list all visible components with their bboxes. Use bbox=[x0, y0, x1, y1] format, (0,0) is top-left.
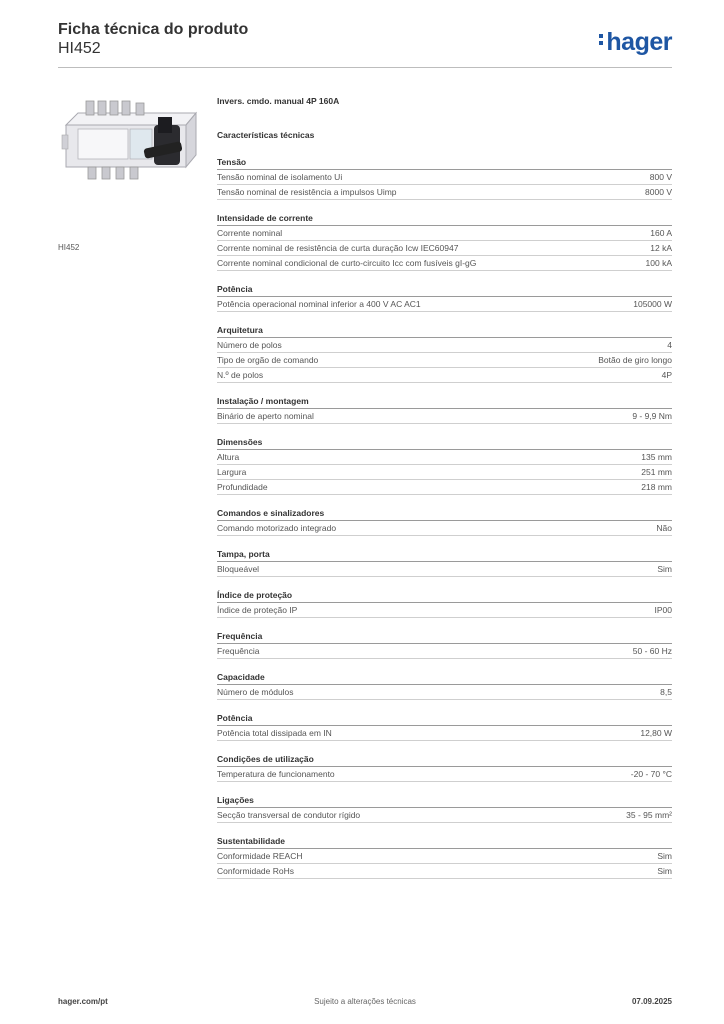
spec-section bbox=[217, 794, 672, 823]
spec-section bbox=[217, 436, 672, 495]
section-heading: Capacidade bbox=[217, 671, 672, 685]
spec-section bbox=[217, 395, 672, 424]
spec-value: Sim bbox=[657, 866, 672, 876]
spec-row bbox=[217, 726, 672, 741]
spec-section bbox=[217, 835, 672, 879]
spec-label: Tensão nominal de isolamento Ui bbox=[217, 172, 343, 182]
spec-label: Número de módulos bbox=[217, 687, 294, 697]
spec-row bbox=[217, 409, 672, 424]
spec-label: Temperatura de funcionamento bbox=[217, 769, 335, 779]
section-heading: Arquitetura bbox=[217, 324, 672, 338]
spec-label: N.º de polos bbox=[217, 370, 264, 380]
product-image bbox=[58, 95, 202, 239]
header-divider bbox=[58, 67, 672, 68]
spec-value: -20 - 70 °C bbox=[630, 769, 672, 779]
spec-value: 50 - 60 Hz bbox=[632, 646, 672, 656]
spec-section bbox=[217, 671, 672, 700]
spec-value: Sim bbox=[657, 564, 672, 574]
spec-label: Secção transversal de condutor rígido bbox=[217, 810, 361, 820]
spec-label: Potência operacional nominal inferior a 400 V AC AC1 bbox=[217, 299, 421, 309]
spec-row bbox=[217, 226, 672, 241]
section-heading: Sustentabilidade bbox=[217, 835, 672, 849]
specs-title: Características técnicas bbox=[217, 130, 315, 140]
section-heading: Instalação / montagem bbox=[217, 395, 672, 409]
spec-value: 251 mm bbox=[641, 467, 672, 477]
spec-value: 35 - 95 mm² bbox=[626, 810, 672, 820]
spec-label: Tipo de orgão de comando bbox=[217, 355, 319, 365]
spec-label: Frequência bbox=[217, 646, 260, 656]
spec-row bbox=[217, 353, 672, 368]
spec-section bbox=[217, 283, 672, 312]
spec-row bbox=[217, 480, 672, 495]
spec-value: 12,80 W bbox=[640, 728, 672, 738]
product-name: Invers. cmdo. manual 4P 160A bbox=[217, 96, 340, 106]
spec-value: 135 mm bbox=[641, 452, 672, 462]
spec-value: 105000 W bbox=[633, 299, 672, 309]
spec-value: 100 kA bbox=[645, 258, 672, 268]
spec-section bbox=[217, 507, 672, 536]
spec-sections bbox=[217, 156, 672, 879]
spec-row bbox=[217, 808, 672, 823]
spec-row bbox=[217, 241, 672, 256]
footer-date: 07.09.2025 bbox=[631, 997, 672, 1006]
page-header bbox=[58, 20, 672, 58]
footer-url[interactable]: hager.com/pt bbox=[58, 997, 108, 1006]
logo-dots-icon bbox=[599, 31, 605, 48]
spec-value: 9 - 9,9 Nm bbox=[632, 411, 672, 421]
spec-label: Número de polos bbox=[217, 340, 282, 350]
spec-label: Potência total dissipada em IN bbox=[217, 728, 332, 738]
section-heading: Tampa, porta bbox=[217, 548, 672, 562]
section-heading: Tensão bbox=[217, 156, 672, 170]
hager-logo: hager bbox=[599, 28, 672, 56]
spec-section bbox=[217, 324, 672, 383]
image-caption: HI452 bbox=[58, 243, 80, 252]
spec-row bbox=[217, 450, 672, 465]
spec-label: Corrente nominal bbox=[217, 228, 283, 238]
spec-value: Sim bbox=[657, 851, 672, 861]
spec-row bbox=[217, 297, 672, 312]
section-heading: Índice de proteção bbox=[217, 589, 672, 603]
spec-section bbox=[217, 589, 672, 618]
spec-label: Conformidade REACH bbox=[217, 851, 303, 861]
section-heading: Comandos e sinalizadores bbox=[217, 507, 672, 521]
spec-label: Conformidade RoHs bbox=[217, 866, 295, 876]
section-heading: Condições de utilização bbox=[217, 753, 672, 767]
section-heading: Potência bbox=[217, 283, 672, 297]
spec-value: 8,5 bbox=[660, 687, 672, 697]
spec-content bbox=[217, 95, 672, 879]
section-heading: Ligações bbox=[217, 794, 672, 808]
spec-row bbox=[217, 864, 672, 879]
spec-label: Largura bbox=[217, 467, 247, 477]
section-heading: Potência bbox=[217, 712, 672, 726]
spec-label: Corrente nominal condicional de curto-circuito Icc com fusíveis gI-gG bbox=[217, 258, 477, 268]
spec-row bbox=[217, 562, 672, 577]
spec-label: Binário de aperto nominal bbox=[217, 411, 314, 421]
spec-section bbox=[217, 712, 672, 741]
spec-value: Não bbox=[656, 523, 672, 533]
spec-section bbox=[217, 753, 672, 782]
footer-note: Sujeito a alterações técnicas bbox=[314, 997, 416, 1006]
spec-row bbox=[217, 521, 672, 536]
spec-label: Profundidade bbox=[217, 482, 268, 492]
spec-value: 12 kA bbox=[650, 243, 672, 253]
spec-value: 800 V bbox=[649, 172, 672, 182]
section-heading: Frequência bbox=[217, 630, 672, 644]
spec-label: Comando motorizado integrado bbox=[217, 523, 337, 533]
spec-row bbox=[217, 849, 672, 864]
spec-row bbox=[217, 767, 672, 782]
spec-row bbox=[217, 170, 672, 185]
spec-label: Altura bbox=[217, 452, 240, 462]
page-title: Ficha técnica do produto bbox=[58, 21, 249, 38]
spec-row bbox=[217, 603, 672, 618]
spec-row bbox=[217, 644, 672, 659]
spec-row bbox=[217, 368, 672, 383]
spec-value: 218 mm bbox=[641, 482, 672, 492]
spec-row bbox=[217, 465, 672, 480]
section-heading: Intensidade de corrente bbox=[217, 212, 672, 226]
spec-value: Botão de giro longo bbox=[598, 355, 672, 365]
spec-label: Índice de proteção IP bbox=[217, 605, 298, 615]
spec-row bbox=[217, 256, 672, 271]
spec-value: 4 bbox=[667, 340, 672, 350]
spec-value: IP00 bbox=[654, 605, 672, 615]
spec-value: 8000 V bbox=[645, 187, 672, 197]
spec-row bbox=[217, 185, 672, 200]
spec-section bbox=[217, 156, 672, 200]
spec-row bbox=[217, 685, 672, 700]
spec-label: Corrente nominal de resistência de curta duração Icw IEC60947 bbox=[217, 243, 459, 253]
spec-label: Tensão nominal de resistência a impulsos Uimp bbox=[217, 187, 397, 197]
spec-value: 160 A bbox=[650, 228, 672, 238]
product-code: HI452 bbox=[58, 40, 101, 57]
spec-section bbox=[217, 212, 672, 271]
spec-row bbox=[217, 338, 672, 353]
section-heading: Dimensões bbox=[217, 436, 672, 450]
spec-section bbox=[217, 630, 672, 659]
spec-value: 4P bbox=[661, 370, 672, 380]
spec-label: Bloqueável bbox=[217, 564, 260, 574]
spec-section bbox=[217, 548, 672, 577]
